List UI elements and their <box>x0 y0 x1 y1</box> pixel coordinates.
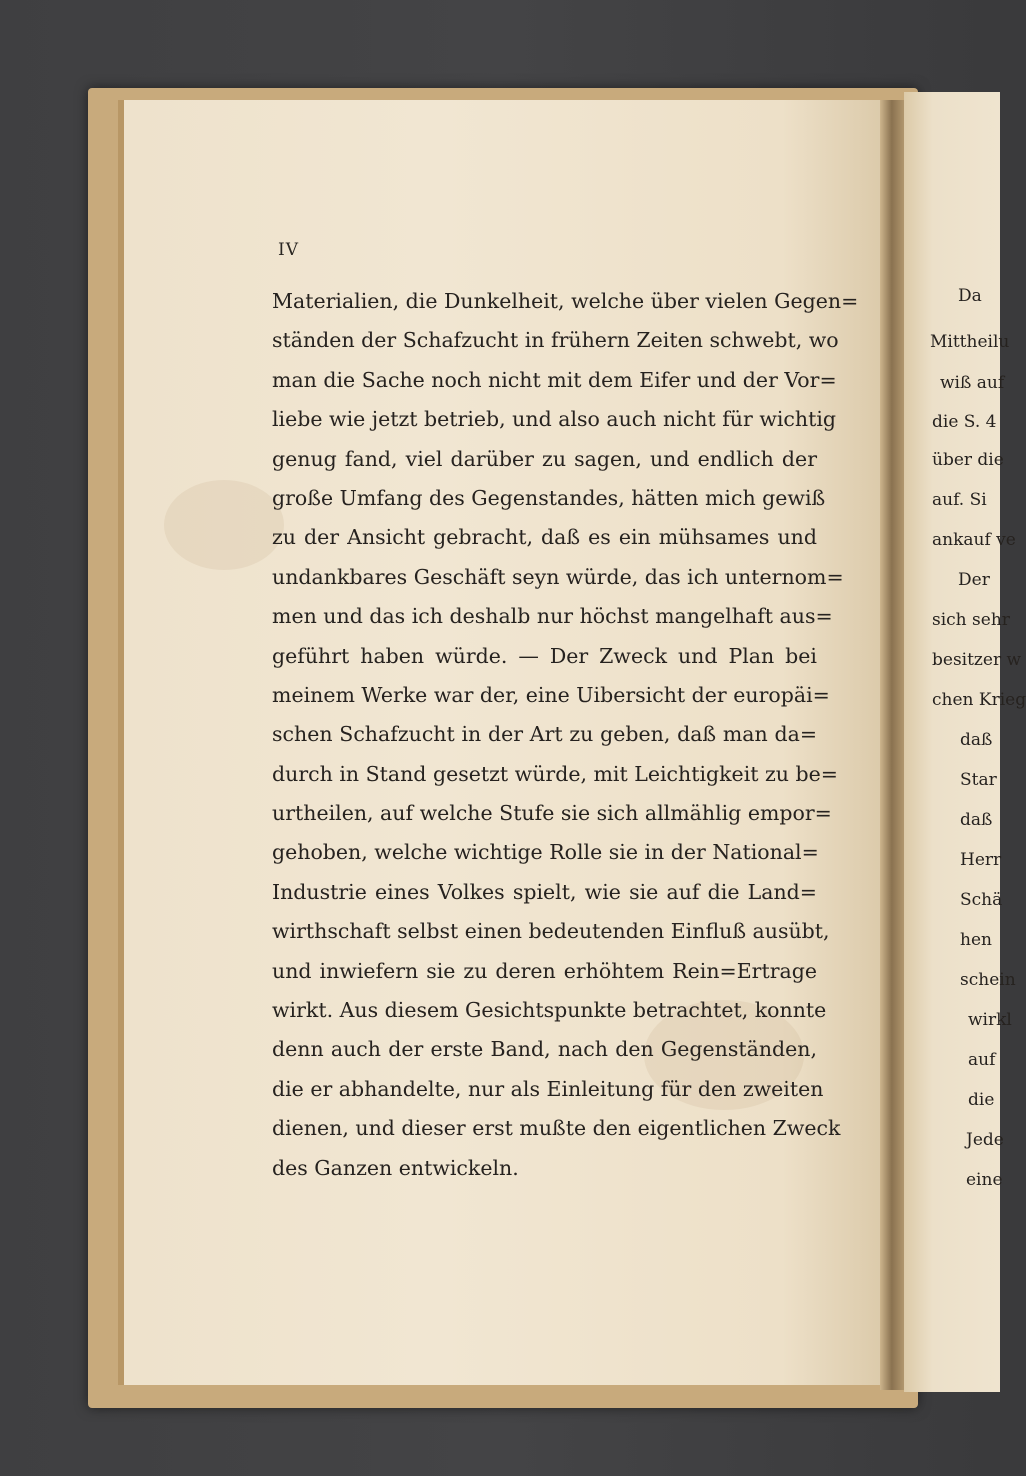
right-text-line: besitzer w <box>932 650 1022 670</box>
right-text-line: auf <box>968 1050 996 1070</box>
right-text-line: daß <box>960 730 993 750</box>
right-text-line: ankauf ve <box>932 530 1016 550</box>
right-text-line: die S. 4 <box>932 412 997 432</box>
text-line: undankbares Geschäft seyn würde, das ich unternom= <box>272 564 844 589</box>
text-line: man die Sache noch nicht mit dem Eifer und der Vor= <box>272 367 837 392</box>
text-line: denn auch der erste Band, nach den Gegenständen, <box>272 1037 817 1062</box>
text-line: schen Schafzucht in der Art zu geben, daß man da= <box>272 722 817 747</box>
text-line: liebe wie jetzt betrieb, und also auch nicht für wichtig <box>272 407 837 432</box>
right-text-line: Da <box>958 286 982 306</box>
paper-stain <box>164 480 284 570</box>
right-text-line: Star <box>960 770 997 790</box>
right-text-line: wirkl <box>968 1010 1012 1030</box>
right-text-line: chen Krieg <box>932 690 1026 710</box>
right-text-line: die <box>968 1090 995 1110</box>
text-line: dienen, und dieser erst mußte den eigentlichen Zweck <box>272 1116 841 1141</box>
text-line: Materialien, die Dunkelheit, welche über vielen Gegen= <box>272 289 859 313</box>
text-line: Industrie eines Volkes spielt, wie sie auf die Land= <box>272 879 817 904</box>
text-line: und inwiefern sie zu deren erhöhtem Rein=Ertrage <box>272 958 817 983</box>
right-text-line: Jede <box>966 1130 1004 1150</box>
text-line: meinem Werke war der, eine Uibersicht der europäi= <box>272 682 830 707</box>
text-line: ständen der Schafzucht in frühern Zeiten schwebt, wo <box>272 328 839 353</box>
book-gutter <box>880 100 906 1390</box>
right-text-line: hen <box>960 930 992 950</box>
right-text-line: auf. Si <box>932 490 987 510</box>
right-text-line: Der <box>958 570 990 590</box>
right-text-line: schein <box>960 970 1016 990</box>
text-line: gehoben, welche wichtige Rolle sie in der National= <box>272 840 819 865</box>
right-text-line: daß <box>960 810 993 830</box>
right-text-line: Mittheilu <box>930 332 1010 352</box>
right-text-line: eine <box>966 1170 1003 1190</box>
text-line: genug fand, viel darüber zu sagen, und endlich der <box>272 446 817 471</box>
text-line: zu der Ansicht gebracht, daß es ein mühsames und <box>272 525 817 550</box>
text-line: wirthschaft selbst einen bedeutenden Einfluß ausübt, <box>272 919 830 944</box>
right-text-line: über die <box>932 450 1004 470</box>
right-text-line: Herr <box>960 850 1002 870</box>
text-line: men und das ich deshalb nur höchst mangelhaft aus= <box>272 604 833 629</box>
text-line: urtheilen, auf welche Stufe sie sich allmählig empor= <box>272 801 832 826</box>
text-line: durch in Stand gesetzt würde, mit Leichtigkeit zu be= <box>272 761 838 786</box>
right-text-line: wiß auf <box>940 373 1005 393</box>
right-text-line: sich sehr <box>932 610 1010 630</box>
text-line: große Umfang des Gegenstandes, hätten mich gewiß <box>272 485 826 510</box>
text-line: die er abhandelte, nur als Einleitung für den zweiten <box>272 1076 824 1101</box>
text-line: des Ganzen entwickeln. <box>272 1155 519 1180</box>
text-line: geführt haben würde. — Der Zweck und Plan bei <box>272 643 817 668</box>
page-number: IV <box>278 240 299 260</box>
left-page-text <box>272 282 859 1188</box>
text-line: wirkt. Aus diesem Gesichtspunkte betrachtet, konnte <box>272 998 827 1023</box>
right-text-line: Schä <box>960 890 1003 910</box>
